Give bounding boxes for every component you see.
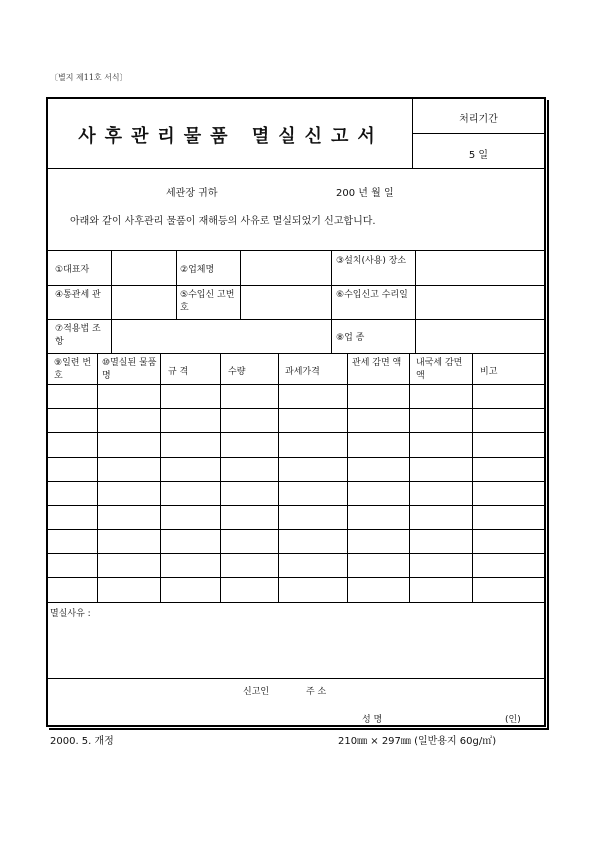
divider bbox=[472, 353, 473, 602]
field-import-date: ⑥수입신고 수리일 bbox=[336, 290, 408, 300]
revision-note: 2000. 5. 개정 bbox=[50, 736, 114, 747]
divider bbox=[47, 353, 545, 354]
divider bbox=[347, 353, 348, 602]
table-header-serial: ⑨일련 번호 bbox=[54, 358, 92, 381]
divider bbox=[47, 250, 545, 251]
divider bbox=[278, 353, 279, 602]
table-row-line bbox=[47, 384, 545, 385]
divider bbox=[160, 353, 161, 602]
table-row-line bbox=[47, 408, 545, 409]
reporter-name-label: 성 명 bbox=[362, 715, 383, 725]
table-row-line bbox=[47, 457, 545, 458]
form-frame bbox=[46, 97, 546, 727]
field-law: ⑦적용법 조항 bbox=[55, 324, 101, 347]
table-row-line bbox=[47, 481, 545, 482]
divider bbox=[47, 168, 545, 169]
divider bbox=[97, 353, 98, 602]
form-title: 사후관리물품 멸실신고서 bbox=[78, 126, 384, 147]
table-row-line bbox=[47, 432, 545, 433]
divider bbox=[111, 250, 112, 353]
report-date: 200 년 월 일 bbox=[336, 188, 394, 199]
addressee: 세관장 귀하 bbox=[166, 188, 218, 199]
field-import-number: ⑤수입신 고번 호 bbox=[180, 290, 235, 313]
reporter-label: 신고인 bbox=[243, 687, 270, 697]
processing-period-label: 처리기간 bbox=[459, 114, 498, 125]
reporter-address-label: 주 소 bbox=[306, 687, 327, 697]
table-row-line bbox=[47, 577, 545, 578]
form-reference: 〔별지 제11호 서식〕 bbox=[50, 73, 128, 82]
divider bbox=[240, 250, 241, 319]
seal-mark: (인) bbox=[505, 715, 521, 725]
processing-period-value: 5 일 bbox=[468, 150, 489, 161]
divider bbox=[409, 353, 410, 602]
divider bbox=[47, 285, 545, 286]
table-row-line bbox=[47, 602, 545, 603]
table-header-remarks: 비고 bbox=[480, 367, 498, 377]
field-representative: ①대표자 bbox=[55, 265, 90, 275]
table-header-item-name: ⑩멸실된 물품명 bbox=[102, 358, 157, 381]
divider bbox=[415, 250, 416, 353]
table-header-taxable-price: 과세가격 bbox=[285, 367, 320, 377]
table-row-line bbox=[47, 529, 545, 530]
field-company: ②업체명 bbox=[180, 265, 215, 275]
divider bbox=[47, 319, 545, 320]
paper-spec: 210㎜ × 297㎜ (일반용지 60g/㎡) bbox=[338, 736, 497, 747]
divider bbox=[47, 678, 545, 679]
divider bbox=[412, 133, 545, 134]
table-header-domestic-tax-reduction: 내국세 감면액 bbox=[416, 358, 463, 381]
field-customs: ④통관세 관 bbox=[55, 290, 101, 300]
table-row-line bbox=[47, 553, 545, 554]
statement-text: 아래와 같이 사후관리 물품이 재해등의 사유로 멸실되었기 신고합니다. bbox=[70, 216, 376, 227]
divider bbox=[331, 250, 332, 353]
field-business: ⑧업 종 bbox=[336, 333, 365, 343]
field-install-place: ③설치(사용) 장소 bbox=[336, 256, 407, 266]
divider bbox=[220, 353, 221, 602]
table-header-spec: 규 격 bbox=[168, 367, 189, 377]
table-header-quantity: 수량 bbox=[228, 367, 246, 377]
table-row-line bbox=[47, 505, 545, 506]
loss-reason-label: 멸실사유 : bbox=[50, 609, 91, 619]
table-header-customs-reduction: 관세 감면 액 bbox=[352, 358, 402, 368]
divider bbox=[176, 250, 177, 319]
